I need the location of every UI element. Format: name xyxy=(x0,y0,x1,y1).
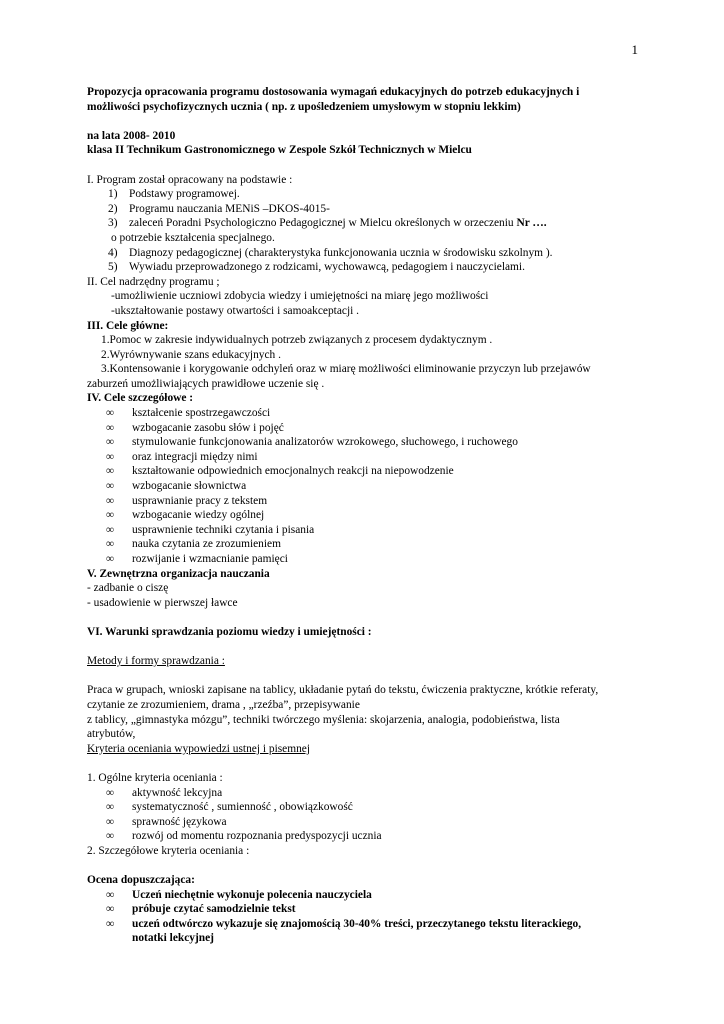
grade-list xyxy=(87,888,647,932)
section-3-line: 3.Kontensowanie i korygowanie odchyleń oraz w miarę możliwości eliminowanie przyczyn lub przejawów xyxy=(101,363,591,376)
list-item: ∞ systematyczność , sumienność , obowiązkowość xyxy=(87,800,647,815)
section-1-list xyxy=(87,187,647,231)
section-1-list-cont xyxy=(87,246,647,275)
section-5-heading: V. Zewnętrzna organizacja nauczania xyxy=(87,567,270,580)
section-3-continuation: zaburzeń umożliwiających prawidłowe uczenie się . xyxy=(87,377,325,390)
list-item: 1) Podstawy programowej. xyxy=(108,187,647,202)
document-title-line-2: możliwości psychofizycznych ucznia ( np. z upośledzeniem umysłowym w stopniu lekkim) xyxy=(87,100,521,113)
section-2-line: -umożliwienie uczniowi zdobycia wiedzy i umiejętności na miarę jego możliwości xyxy=(111,290,489,303)
list-item: ∞ stymulowanie funkcjonowania analizatorów wzrokowego, słuchowego, i ruchowego xyxy=(87,435,647,450)
document-title-line-1: Propozycja opracowania programu dostosowania wymagań edukacyjnych do potrzeb edukacyjnych i xyxy=(87,86,580,98)
list-item: ∞ wzbogacanie słownictwa xyxy=(87,479,647,494)
section-2-heading: II. Cel nadrzędny programu ; xyxy=(87,275,220,288)
list-item: ∞ aktywność lekcyjna xyxy=(87,786,647,801)
section-3-line: 2.Wyrównywanie szans edukacyjnych . xyxy=(101,348,281,361)
list-item: 5) Wywiadu przeprowadzonego z rodzicami, wychowawcą, pedagogiem i nauczycielami. xyxy=(108,260,647,275)
detailed-criteria-heading: 2. Szczegółowe kryteria oceniania : xyxy=(87,844,250,857)
methods-line: z tablicy, „gimnastyka mózgu”, techniki twórczego myślenia: skojarzenia, analogia, podobieństwa, lista xyxy=(87,713,560,726)
class-line: klasa II Technikum Gastronomicznego w Zespole Szkół Technicznych w Mielcu xyxy=(87,144,472,157)
list-item: ∞ nauka czytania ze zrozumieniem xyxy=(87,537,647,552)
years-line: na lata 2008- 2010 xyxy=(87,129,176,142)
list-item: ∞ wzbogacanie wiedzy ogólnej xyxy=(87,508,647,523)
list-item: ∞ usprawnienie techniki czytania i pisania xyxy=(87,523,647,538)
list-item: ∞ próbuje czytać samodzielnie tekst xyxy=(87,902,647,917)
list-item: ∞ usprawnianie pracy z tekstem xyxy=(87,494,647,509)
list-item: ∞ kształcenie spostrzegawczości xyxy=(87,406,647,421)
list-item-continuation: o potrzebie kształcenia specjalnego. xyxy=(111,231,275,244)
criteria-heading: Kryteria oceniania wypowiedzi ustnej i pisemnej xyxy=(87,742,310,755)
section-5-line: - usadowienie w pierwszej ławce xyxy=(87,596,238,609)
page-number: 1 xyxy=(631,42,638,57)
list-item: ∞ sprawność językowa xyxy=(87,815,647,830)
list-item: ∞ wzbogacanie zasobu słów i pojęć xyxy=(87,421,647,436)
list-item: ∞ uczeń odtwórczo wykazuje się znajomością 30-40% treści, przeczytanego tekstu literackiego, xyxy=(87,917,647,932)
list-item: 3) zaleceń Poradni Psychologiczno Pedagogicznej w Mielcu określonych w orzeczeniu Nr …. xyxy=(108,216,647,231)
list-item: 2) Programu nauczania MENiS –DKOS-4015- xyxy=(108,202,647,217)
section-2-line: -ukształtowanie postawy otwartości i samoakceptacji . xyxy=(111,304,359,317)
list-item: ∞ kształtowanie odpowiednich emocjonalnych reakcji na niepowodzenie xyxy=(87,464,647,479)
methods-line: czytanie ze zrozumieniem, drama , „rzeźba”, przepisywanie xyxy=(87,698,360,711)
grade-heading: Ocena dopuszczająca: xyxy=(87,874,195,887)
section-5-line: - zadbanie o ciszę xyxy=(87,582,169,595)
methods-heading: Metody i formy sprawdzania : xyxy=(87,655,225,668)
document-body xyxy=(87,85,647,946)
list-item: ∞ oraz integracji między nimi xyxy=(87,450,647,465)
methods-line: Praca w grupach, wnioski zapisane na tablicy, układanie pytań do tekstu, ćwiczenia praktyczne, krótkie referaty, xyxy=(87,684,599,697)
grade-list-continuation: notatki lekcyjnej xyxy=(132,932,214,945)
list-item: ∞ Uczeń niechętnie wykonuje polecenia nauczyciela xyxy=(87,888,647,903)
section-4-heading: IV. Cele szczegółowe : xyxy=(87,392,194,405)
section-4-list xyxy=(87,406,647,567)
general-criteria-list xyxy=(87,786,647,844)
general-criteria-heading: 1. Ogólne kryteria oceniania : xyxy=(87,771,223,784)
section-1-heading: I. Program został opracowany na podstawie : xyxy=(87,173,293,186)
section-6-heading: VI. Warunki sprawdzania poziomu wiedzy i umiejętności : xyxy=(87,625,372,638)
methods-line: atrybutów, xyxy=(87,728,136,741)
section-3-line: 1.Pomoc w zakresie indywidualnych potrzeb związanych z procesem dydaktycznym . xyxy=(101,334,493,347)
list-item: ∞ rozwijanie i wzmacnianie pamięci xyxy=(87,552,647,567)
list-item: 4) Diagnozy pedagogicznej (charakterystyka funkcjonowania ucznia w środowisku szkolnym ). xyxy=(108,246,647,261)
list-item: ∞ rozwój od momentu rozpoznania predyspozycji ucznia xyxy=(87,829,647,844)
section-3-heading: III. Cele główne: xyxy=(87,319,169,332)
